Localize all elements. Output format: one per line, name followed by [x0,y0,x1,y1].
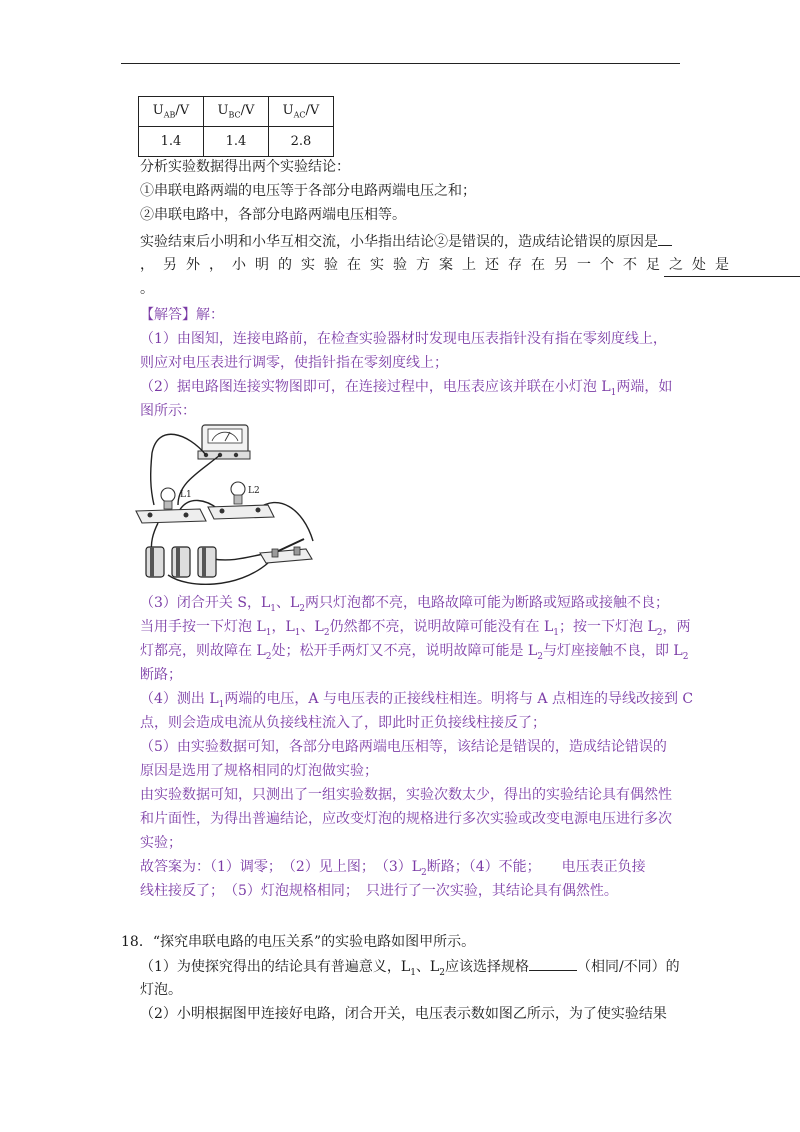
circuit-figure [128,413,328,587]
another-line: ，另外，小明的实验在实验方案上还存在另一个不足之处是 [140,257,738,273]
header-uac: $U_{AC}/V$ [269,97,334,127]
header-ubc: $U_{BC}/V$ [204,97,269,127]
answer-p6-line3: 实验； [140,835,182,851]
answer-p2-line2: 图所示： [140,403,196,419]
question-18-p2-line1: （2）小明根据图甲连接好电路，闭合开关，电压表示数如图乙所示，为了使实验结果 [140,1006,667,1022]
final-answer-line2: 线柱接反了； （5）灯泡规格相同； 只进行了一次实验，其结论具有偶然性。 [140,883,618,899]
answer-p4-line2: 点，则会造成电流从负接线柱流入了，即此时正负接线柱接反了； [140,715,546,731]
answer-p3-line4: 断路； [140,667,182,683]
conclusion-2: ②串联电路中，各部分电路两端电压相等。 [140,207,406,223]
answer-heading: 【解答】解： [140,307,224,323]
answer-p6-line1: 由实验数据可知，只测出了一组实验数据，实验次数太少，得出的实验结论具有偶然性 [140,787,672,803]
value-uac: 2.8 [269,127,334,157]
header-rule [121,63,680,64]
bulb-l1-icon [136,488,206,523]
answer-p2-line1: （2）据电路图连接实物图即可，在连接过程中，电压表应该并联在小灯泡 $L_1$两端，如 [140,379,673,398]
header-uab: $U_{AB}/V$ [139,97,204,127]
question-18-title: 18．“探究串联电路的电压关系”的实验电路如图甲所示。 [121,934,476,950]
answer-p3-line2: 当用手按一下灯泡 $L_1$，$L_1$、$L_2$仍然都不亮，说明故障可能没有在 $L_1$；按一下灯泡 $L_2$，两 [140,619,691,638]
answer-p1-line1: （1）由图知，连接电路前，在检查实验器材时发现电压表指针没有指在零刻度线上， [140,331,667,347]
question-18-p1-line1: （1）为使探究得出的结论具有普遍意义，$L_1$、$L_2$应该选择规格 （相同/不同）的 [140,956,680,983]
switch-icon [260,539,312,563]
answer-blank-2 [664,262,800,277]
conclusion-1: ①串联电路两端的电压等于各部分电路两端电压之和； [140,183,476,199]
period-line: 。 [140,281,154,297]
voltage-table [138,96,334,157]
bulb-l2-icon [208,482,274,519]
table-row [139,127,334,157]
answer-p3-line1: （3）闭合开关 S，$L_1$、$L_2$两只灯泡都不亮，电路故障可能为断路或短路或接触不良； [140,595,670,614]
label-l2: L2 [248,486,260,496]
table-header-row [139,97,334,127]
value-ubc: 1.4 [204,127,269,157]
value-uab: 1.4 [139,127,204,157]
answer-p1-line2: 则应对电压表进行调零，使指针指在零刻度线上； [140,355,448,371]
answer-p4-line1: （4）测出 $L_1$两端的电压，A 与电压表的正接线柱相连。明将与 A 点相连的导线改接到 C [140,691,694,710]
answer-p5-line1: （5）由实验数据可知，各部分电路两端电压相等，该结论是错误的，造成结论错误的 [140,739,667,755]
answer-p3-line3: 灯都亮，则故障在 $L_2$处；松开手两灯又不亮，说明故障可能是 $L_2$与灯座接触不良，即 $L_2$ [140,643,689,662]
final-answer-line1: 故答案为：（1）调零； （2）见上图； $(3)L_2$断路；（4）不能； 电压表正负接 [140,859,646,878]
label-l1: L1 [180,490,192,500]
exchange-line: 实验结束后小明和小华互相交流，小华指出结论②是错误的，造成结论错误的原因是 [140,231,672,252]
battery-icon [146,547,216,577]
answer-blank [658,231,672,246]
answer-p6-line2: 和片面性，为得出普遍结论，应改变灯泡的规格进行多次实验或改变电源电压进行多次 [140,811,672,827]
question-18-p1-line2: 灯泡。 [140,982,182,998]
analysis-line: 分析实验数据得出两个实验结论： [140,159,350,175]
answer-blank-3 [529,956,577,971]
answer-p5-line2: 原因是选用了规格相同的灯泡做实验； [140,763,378,779]
